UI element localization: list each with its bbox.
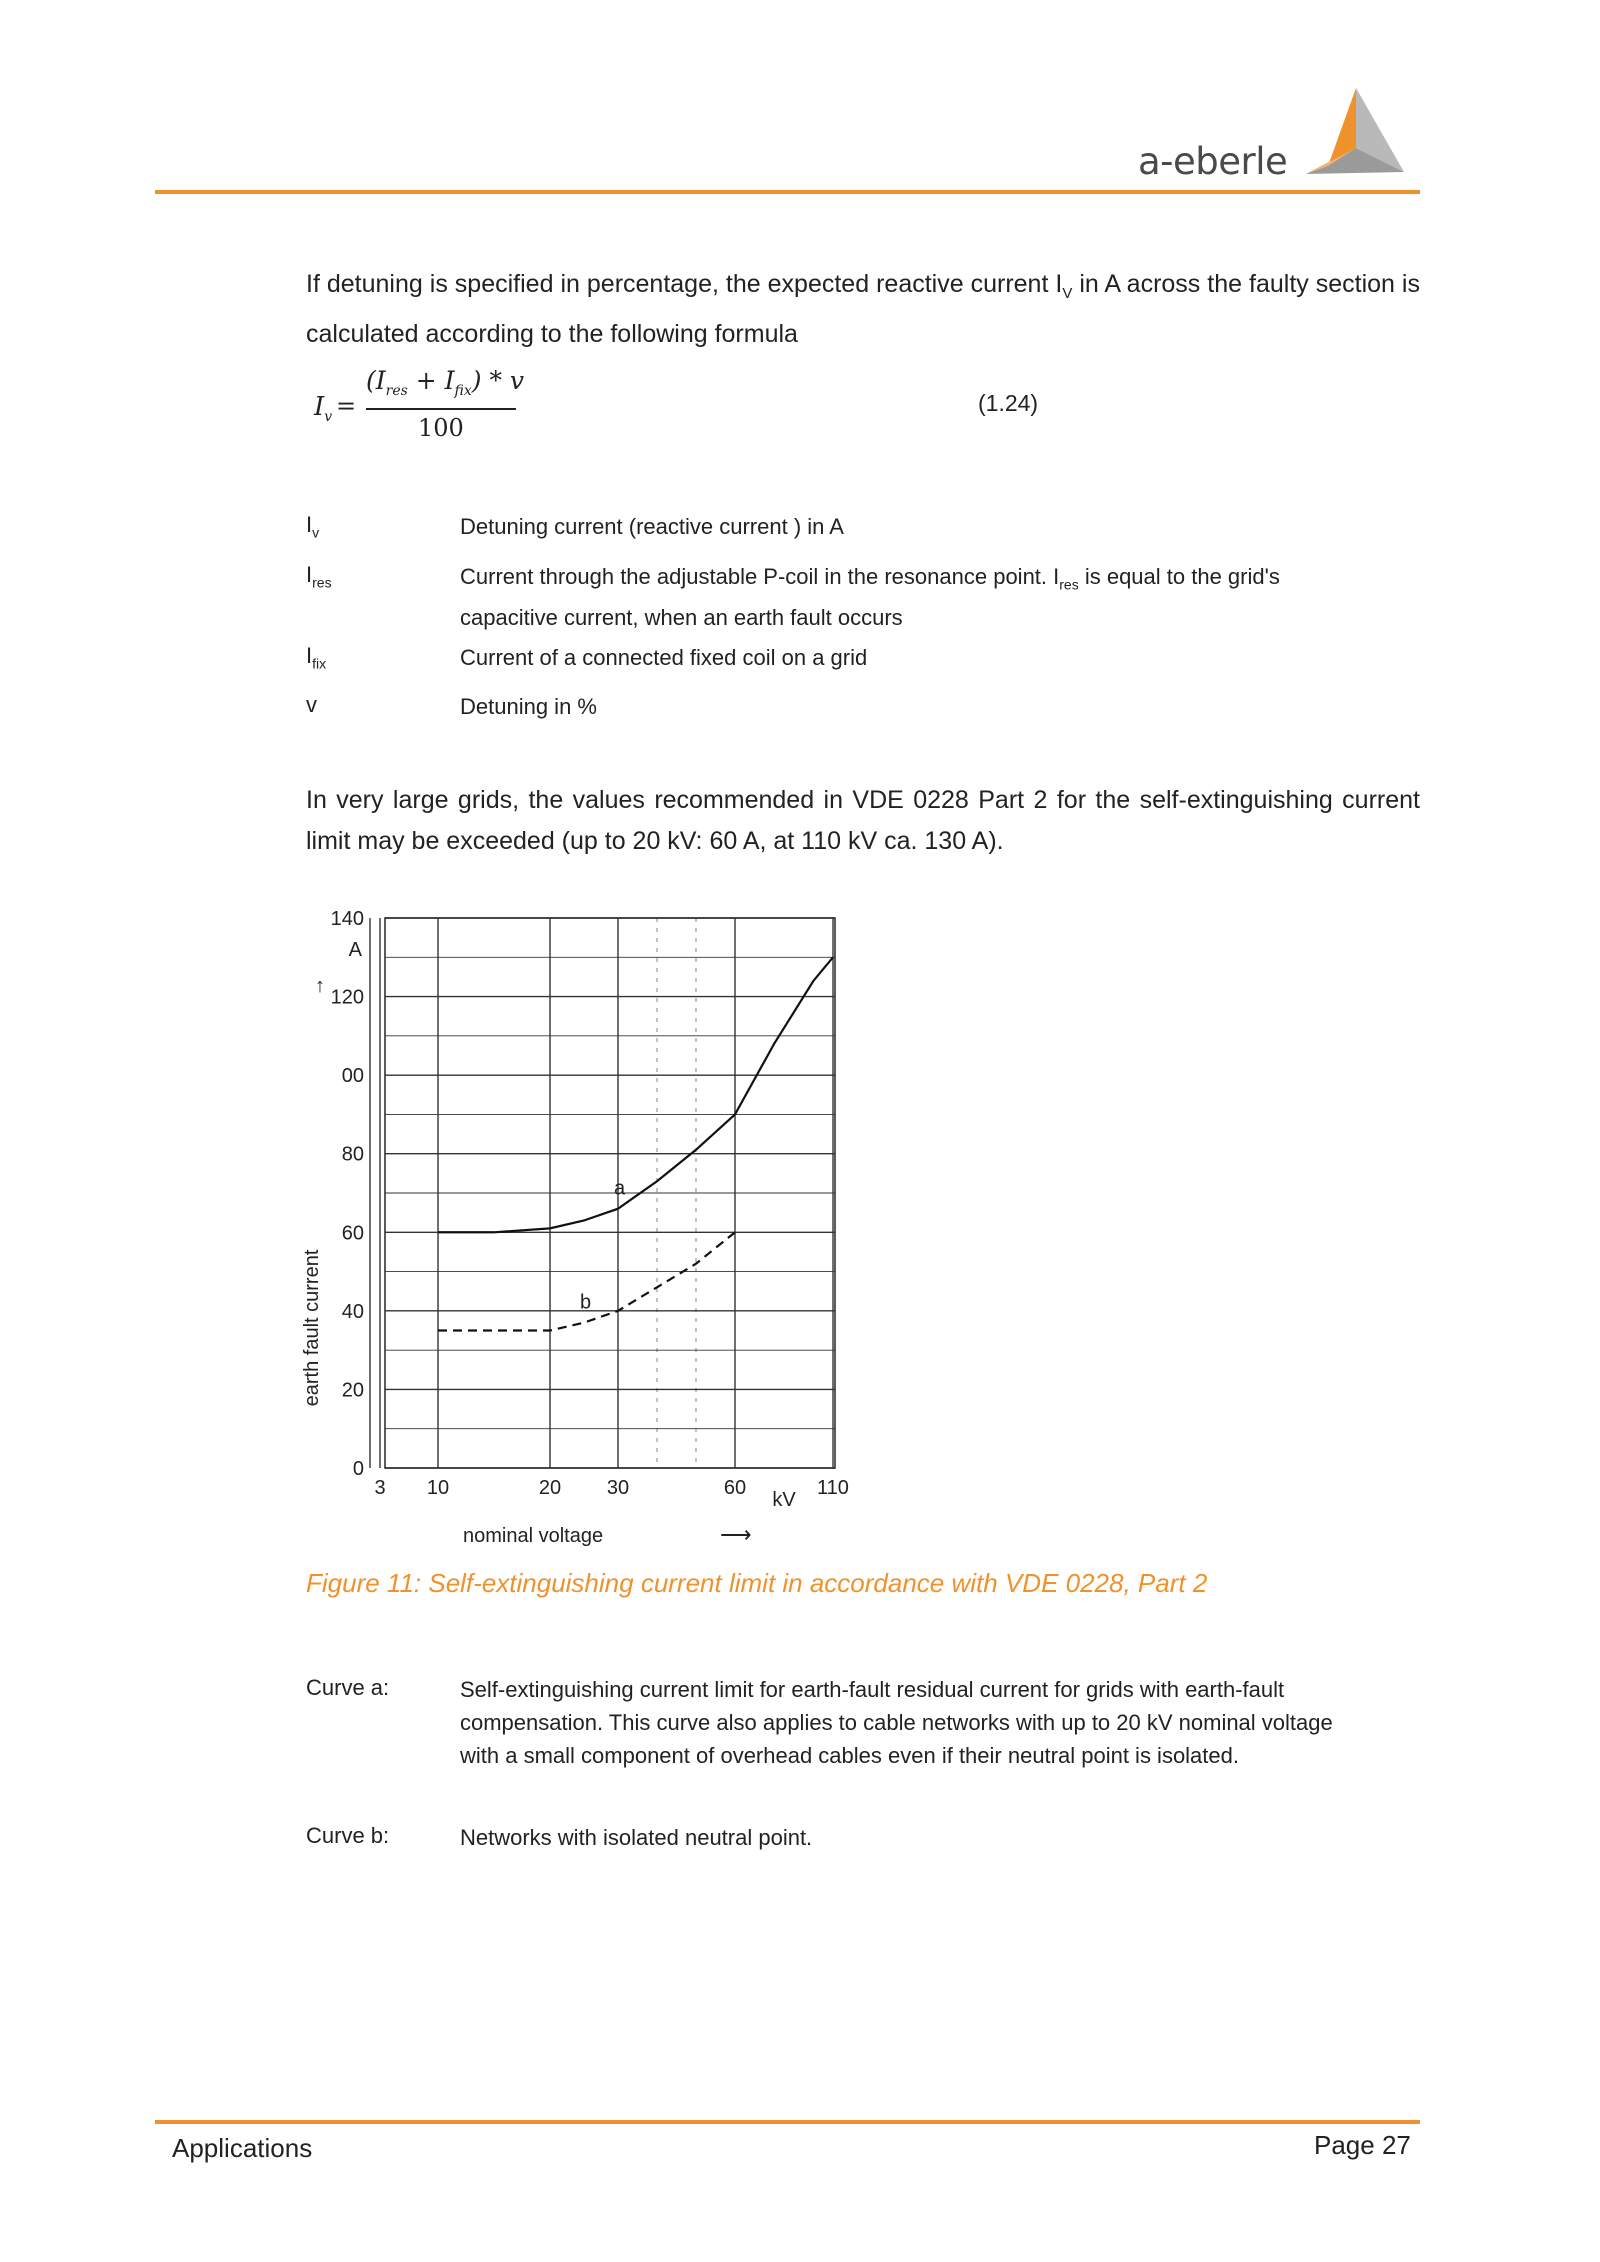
y-tick-label: 140 [330, 908, 364, 930]
header-rule [155, 190, 1420, 194]
def-text-ires: Current through the adjustable P-coil in the resonance point. $I_{res}$ is equal to the grid's capacitive current, when an earth fault occurs [460, 564, 1280, 631]
y-tick-label: 20 [341, 1379, 364, 1402]
curve-a-text: Self-extinguishing current limit for earth-fault residual current for grids with earth-fault compensation. This curve also applies to cable networks with up to 20 kV nominal voltage with a small component of overhead cables even if their neutral point is isolated. [460, 1677, 1333, 1768]
x-axis-label: nominal voltage [463, 1525, 604, 1547]
y-unit-label: A [348, 939, 362, 961]
x-tick-label: 10 [426, 1477, 450, 1499]
footer-rule [155, 2120, 1420, 2124]
formula-equals: = [336, 392, 357, 420]
formula-numerator: $(I_{res} + I_{fix}) * v$ [366, 366, 525, 399]
x-tick-label: 20 [538, 1477, 562, 1499]
triangle-logo-icon [1298, 88, 1410, 180]
x-unit-label: kV [772, 1489, 796, 1511]
chart-grid [370, 918, 835, 1468]
series-line-b [438, 1232, 735, 1330]
intro-paragraph: If detuning is specified in percentage, the expected reactive current $I_V$ in A across the faulty section is calculated according to the following formula [306, 270, 1420, 348]
series-label-b: b [580, 1291, 592, 1314]
curve-a-key: Curve a: [306, 1675, 390, 1700]
y-axis-label: earth fault current [301, 1249, 323, 1407]
earth-fault-chart [300, 900, 860, 1550]
figure-caption: Figure 11: Self-extinguishing current limit in accordance with VDE 0228, Part 2 [306, 1568, 1208, 1598]
y-tick-label: 0 [352, 1458, 364, 1480]
y-arrow-icon: ↑ [315, 975, 325, 997]
y-tick-label: 00 [341, 1065, 364, 1088]
formula-denominator: 100 [418, 414, 464, 442]
logo-text: a-eberle [1138, 140, 1288, 183]
large-grids-paragraph: In very large grids, the values recommended in VDE 0228 Part 2 for the self-extinguishing current limit may be exceeded (up to 20 kV: 60 A, at 110 kV ca. 130 A). [306, 786, 1420, 855]
y-tick-label: 60 [341, 1222, 364, 1245]
def-symbol-ires: $I_{res}$ [306, 562, 332, 591]
chart-series [438, 957, 833, 1330]
def-text-ifix: Current of a connected fixed coil on a grid [460, 645, 868, 670]
fraction-bar [366, 408, 516, 410]
def-text-v: Detuning in % [460, 694, 597, 719]
def-symbol-iv: $I_v$ [306, 512, 320, 541]
def-text-iv: Detuning current (reactive current ) in A [460, 514, 844, 539]
x-tick-label: 3 [374, 1477, 386, 1499]
x-tick-label: 30 [606, 1477, 630, 1499]
curve-b-text: Networks with isolated neutral point. [460, 1825, 813, 1850]
formula-lhs: $I_v$ [314, 392, 333, 426]
y-tick-label: 120 [330, 986, 364, 1009]
y-tick-label: 40 [341, 1300, 364, 1323]
footer-section: Applications [172, 2133, 313, 2163]
formula-1-24 [306, 366, 566, 456]
series-line-a [438, 957, 833, 1232]
x-tick-label: 110 [817, 1477, 849, 1499]
y-tick-label: 80 [341, 1143, 364, 1166]
def-symbol-v: v [306, 692, 317, 717]
x-tick-label: 60 [723, 1477, 747, 1499]
def-symbol-ifix: $I_{fix}$ [306, 643, 327, 672]
x-arrow-icon: ⟶ [720, 1522, 752, 1547]
y-tick-labels [331, 908, 364, 1480]
series-label-a: a [614, 1177, 626, 1200]
curve-b-key: Curve b: [306, 1823, 390, 1848]
page-number: Page 27 [1314, 2130, 1411, 2160]
equation-number: (1.24) [978, 390, 1039, 416]
